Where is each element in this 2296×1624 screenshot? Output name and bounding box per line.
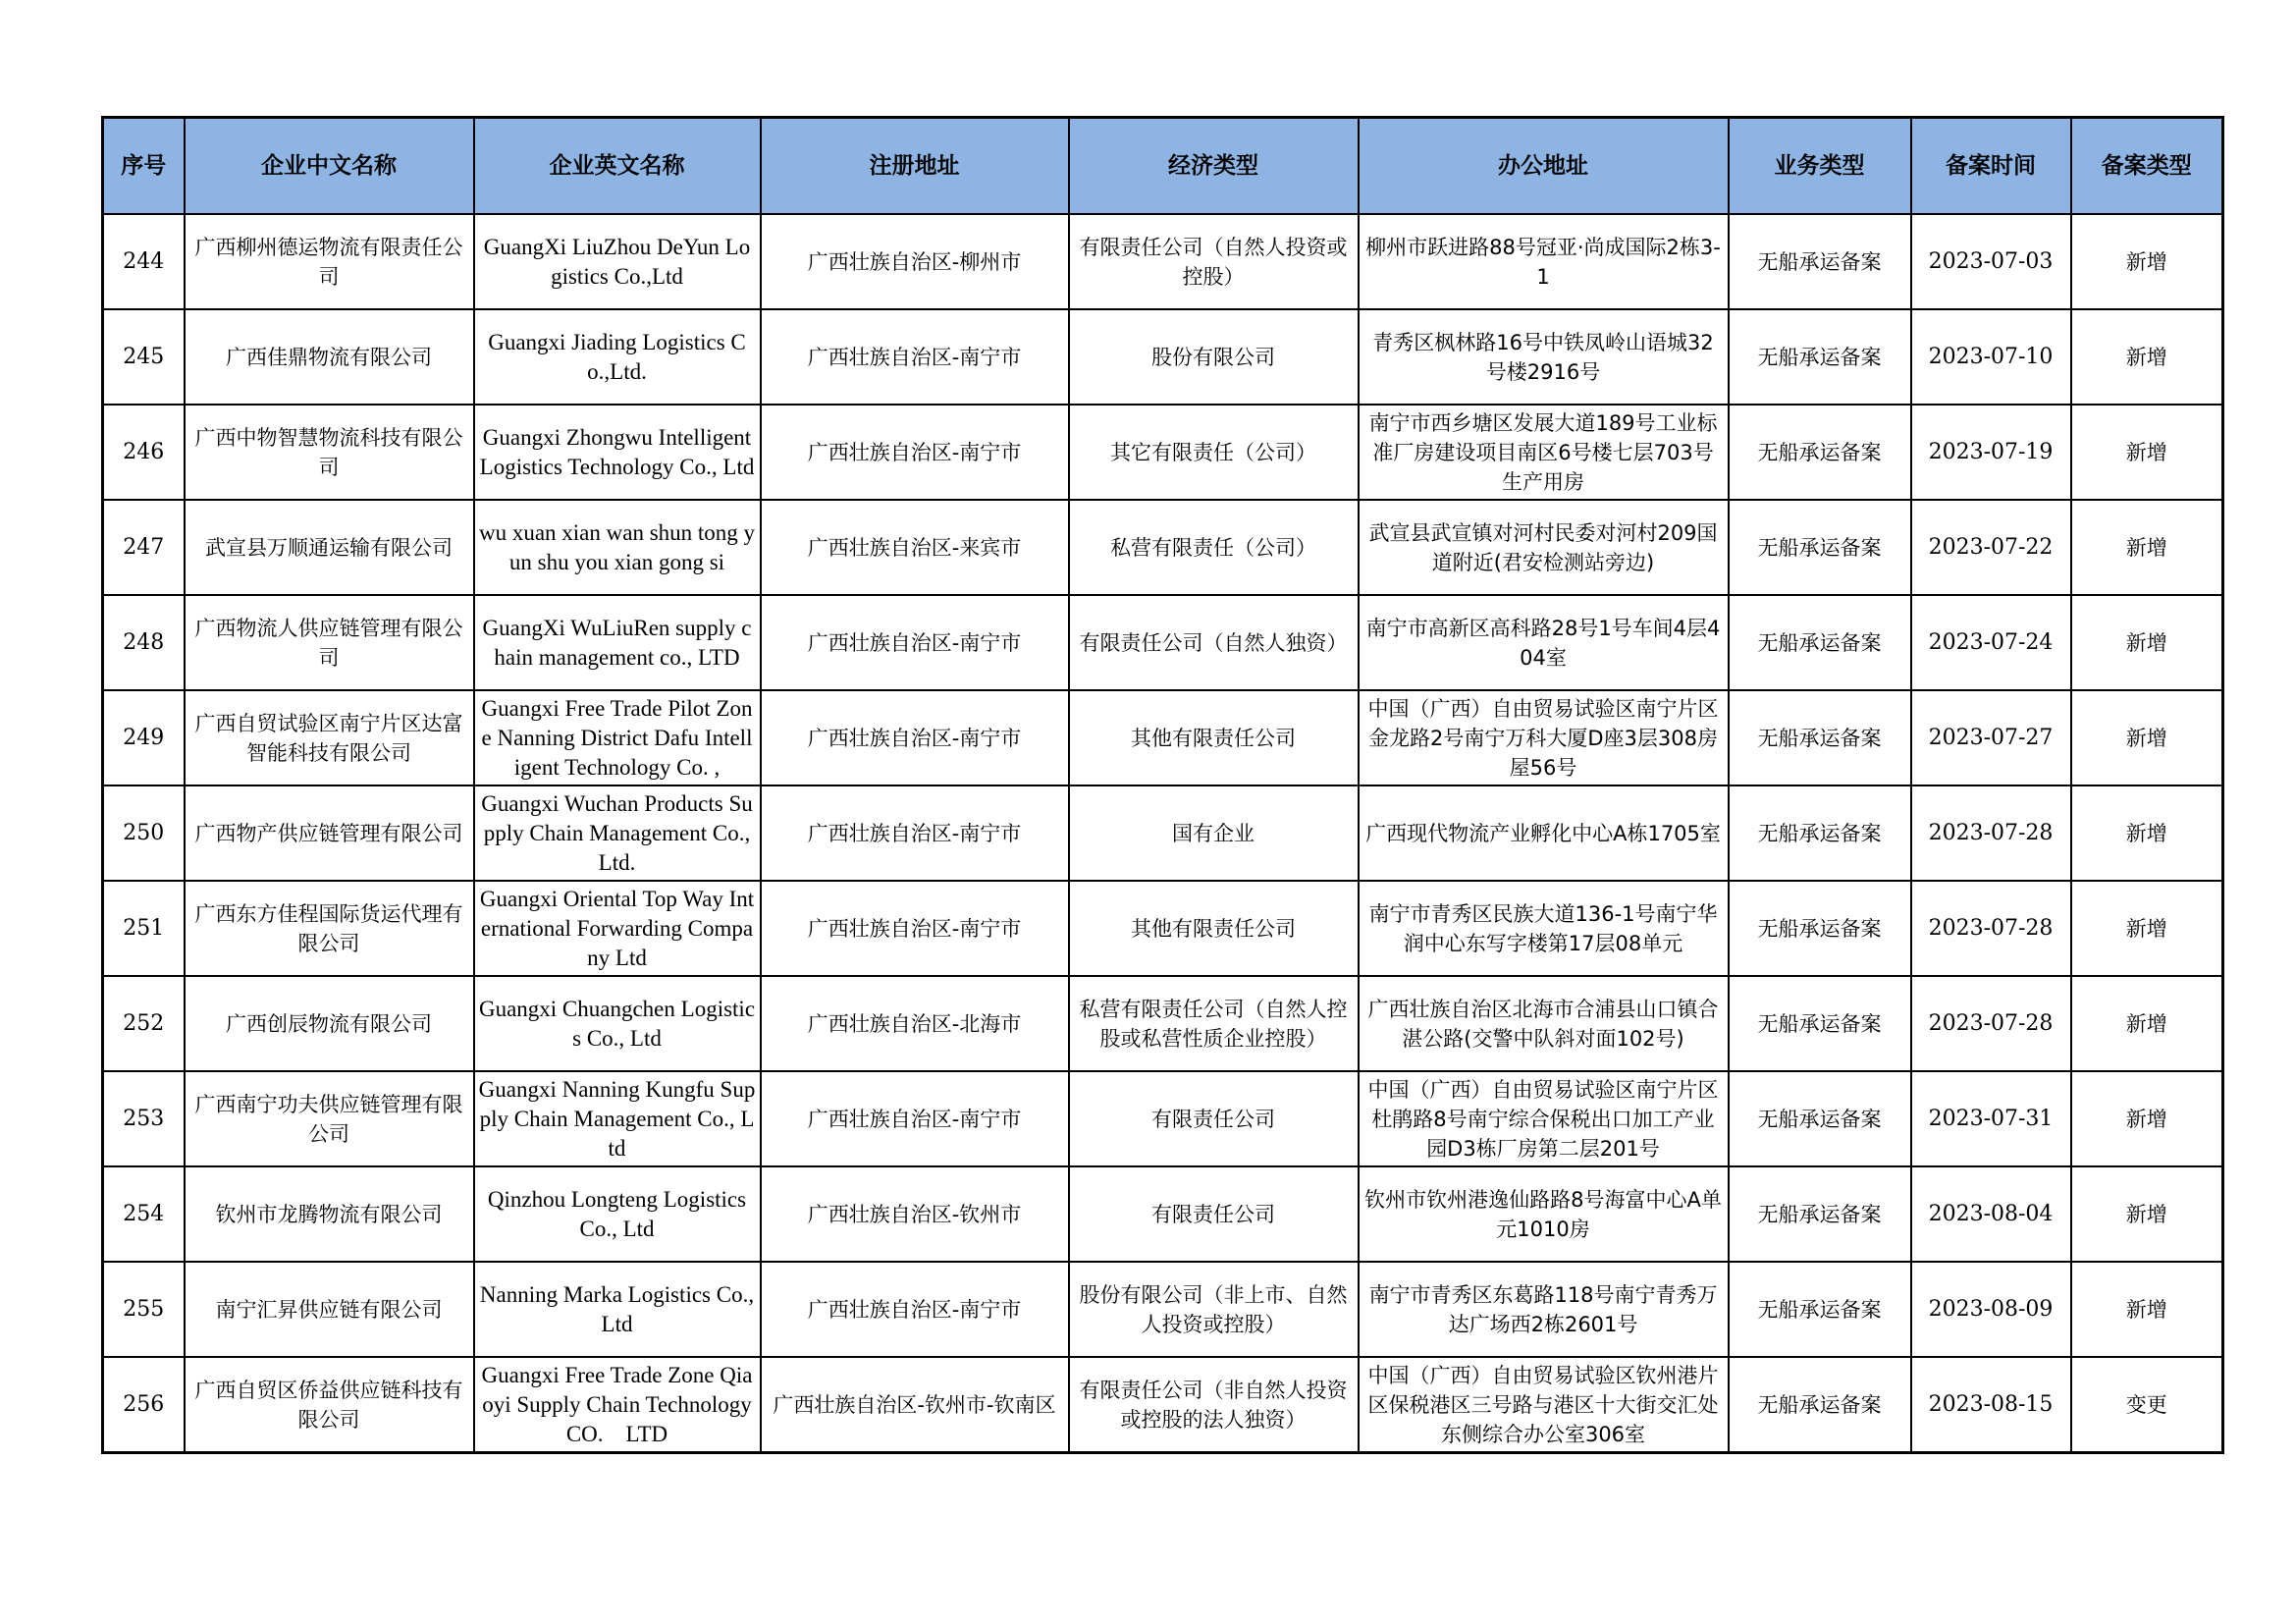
office-address-cell: 广西壮族自治区北海市合浦县山口镇合湛公路(交警中队斜对面102号) xyxy=(1359,976,1729,1071)
business-type-cell: 无船承运备案 xyxy=(1729,881,1911,976)
filing-date-cell: 2023-08-15 xyxy=(1911,1357,2071,1453)
filing-date-cell: 2023-07-28 xyxy=(1911,785,2071,881)
filing-type-cell: 新增 xyxy=(2071,1262,2223,1357)
col-header-business-type: 业务类型 xyxy=(1729,118,1911,215)
reg-address-cell: 广西壮族自治区-北海市 xyxy=(761,976,1069,1071)
en-name-cell: GuangXi WuLiuRen supply chain management co., LTD xyxy=(474,595,761,690)
reg-address-cell: 广西壮族自治区-柳州市 xyxy=(761,214,1069,309)
table-row xyxy=(103,1357,2223,1453)
econ-type-cell: 其它有限责任（公司） xyxy=(1069,405,1359,500)
filing-date-cell: 2023-07-03 xyxy=(1911,214,2071,309)
business-type-cell: 无船承运备案 xyxy=(1729,785,1911,881)
econ-type-cell: 国有企业 xyxy=(1069,785,1359,881)
econ-type-cell: 有限责任公司（自然人投资或控股） xyxy=(1069,214,1359,309)
filing-date-cell: 2023-07-28 xyxy=(1911,881,2071,976)
reg-address-cell: 广西壮族自治区-南宁市 xyxy=(761,690,1069,785)
reg-address-cell: 广西壮族自治区-南宁市 xyxy=(761,1071,1069,1166)
col-header-office-address: 办公地址 xyxy=(1359,118,1729,215)
cn-name-cell: 广西创辰物流有限公司 xyxy=(185,976,474,1071)
en-name-cell: Guangxi Wuchan Products Supply Chain Management Co.,Ltd. xyxy=(474,785,761,881)
table-row xyxy=(103,405,2223,500)
index-cell: 247 xyxy=(103,500,185,595)
filing-type-cell: 新增 xyxy=(2071,500,2223,595)
table-row xyxy=(103,595,2223,690)
reg-address-cell: 广西壮族自治区-南宁市 xyxy=(761,1262,1069,1357)
table-row xyxy=(103,1166,2223,1262)
cn-name-cell: 广西东方佳程国际货运代理有限公司 xyxy=(185,881,474,976)
reg-address-cell: 广西壮族自治区-南宁市 xyxy=(761,309,1069,405)
office-address-cell: 南宁市青秀区民族大道136-1号南宁华润中心东写字楼第17层08单元 xyxy=(1359,881,1729,976)
filing-date-cell: 2023-07-31 xyxy=(1911,1071,2071,1166)
en-name-cell: Guangxi Jiading Logistics Co.,Ltd. xyxy=(474,309,761,405)
index-cell: 249 xyxy=(103,690,185,785)
en-name-cell: Guangxi Oriental Top Way International Forwarding Company Ltd xyxy=(474,881,761,976)
filing-type-cell: 变更 xyxy=(2071,1357,2223,1453)
office-address-cell: 南宁市青秀区东葛路118号南宁青秀万达广场西2栋2601号 xyxy=(1359,1262,1729,1357)
business-type-cell: 无船承运备案 xyxy=(1729,1262,1911,1357)
filing-type-cell: 新增 xyxy=(2071,214,2223,309)
cn-name-cell: 广西物流人供应链管理有限公司 xyxy=(185,595,474,690)
filing-table xyxy=(101,116,2224,1454)
index-cell: 252 xyxy=(103,976,185,1071)
cn-name-cell: 广西中物智慧物流科技有限公司 xyxy=(185,405,474,500)
reg-address-cell: 广西壮族自治区-钦州市 xyxy=(761,1166,1069,1262)
col-header-index: 序号 xyxy=(103,118,185,215)
office-address-cell: 中国（广西）自由贸易试验区钦州港片区保税港区三号路与港区十大街交汇处东侧综合办公室306室 xyxy=(1359,1357,1729,1453)
table-row xyxy=(103,976,2223,1071)
filing-type-cell: 新增 xyxy=(2071,405,2223,500)
table-row xyxy=(103,881,2223,976)
business-type-cell: 无船承运备案 xyxy=(1729,309,1911,405)
en-name-cell: Guangxi Nanning Kungfu Supply Chain Management Co., Ltd xyxy=(474,1071,761,1166)
econ-type-cell: 股份有限公司（非上市、自然人投资或控股） xyxy=(1069,1262,1359,1357)
table-row xyxy=(103,500,2223,595)
cn-name-cell: 钦州市龙腾物流有限公司 xyxy=(185,1166,474,1262)
office-address-cell: 南宁市西乡塘区发展大道189号工业标准厂房建设项目南区6号楼七层703号生产用房 xyxy=(1359,405,1729,500)
en-name-cell: Guangxi Free Trade Zone Qiaoyi Supply Chain Technology CO. LTD xyxy=(474,1357,761,1453)
cn-name-cell: 广西自贸区侨益供应链科技有限公司 xyxy=(185,1357,474,1453)
reg-address-cell: 广西壮族自治区-南宁市 xyxy=(761,405,1069,500)
business-type-cell: 无船承运备案 xyxy=(1729,214,1911,309)
index-cell: 244 xyxy=(103,214,185,309)
cn-name-cell: 广西物产供应链管理有限公司 xyxy=(185,785,474,881)
filing-date-cell: 2023-07-28 xyxy=(1911,976,2071,1071)
filing-type-cell: 新增 xyxy=(2071,881,2223,976)
en-name-cell: Guangxi Free Trade Pilot Zone Nanning District Dafu Intelligent Technology Co. , xyxy=(474,690,761,785)
filing-type-cell: 新增 xyxy=(2071,690,2223,785)
cn-name-cell: 南宁汇昇供应链有限公司 xyxy=(185,1262,474,1357)
col-header-en-name: 企业英文名称 xyxy=(474,118,761,215)
filing-type-cell: 新增 xyxy=(2071,595,2223,690)
filing-date-cell: 2023-07-27 xyxy=(1911,690,2071,785)
en-name-cell: Qinzhou Longteng Logistics Co., Ltd xyxy=(474,1166,761,1262)
index-cell: 248 xyxy=(103,595,185,690)
table-row xyxy=(103,785,2223,881)
index-cell: 253 xyxy=(103,1071,185,1166)
office-address-cell: 中国（广西）自由贸易试验区南宁片区杜鹃路8号南宁综合保税出口加工产业园D3栋厂房第二层201号 xyxy=(1359,1071,1729,1166)
econ-type-cell: 有限责任公司 xyxy=(1069,1166,1359,1262)
econ-type-cell: 其他有限责任公司 xyxy=(1069,690,1359,785)
cn-name-cell: 广西自贸试验区南宁片区达富智能科技有限公司 xyxy=(185,690,474,785)
econ-type-cell: 有限责任公司 xyxy=(1069,1071,1359,1166)
office-address-cell: 柳州市跃进路88号冠亚·尚成国际2栋3-1 xyxy=(1359,214,1729,309)
index-cell: 255 xyxy=(103,1262,185,1357)
filing-type-cell: 新增 xyxy=(2071,976,2223,1071)
reg-address-cell: 广西壮族自治区-南宁市 xyxy=(761,881,1069,976)
office-address-cell: 钦州市钦州港逸仙路路8号海富中心A单元1010房 xyxy=(1359,1166,1729,1262)
index-cell: 246 xyxy=(103,405,185,500)
filing-date-cell: 2023-07-24 xyxy=(1911,595,2071,690)
reg-address-cell: 广西壮族自治区-来宾市 xyxy=(761,500,1069,595)
econ-type-cell: 私营有限责任（公司） xyxy=(1069,500,1359,595)
col-header-cn-name: 企业中文名称 xyxy=(185,118,474,215)
econ-type-cell: 股份有限公司 xyxy=(1069,309,1359,405)
header-row xyxy=(103,118,2223,215)
filing-date-cell: 2023-08-09 xyxy=(1911,1262,2071,1357)
index-cell: 251 xyxy=(103,881,185,976)
table-row xyxy=(103,214,2223,309)
index-cell: 256 xyxy=(103,1357,185,1453)
reg-address-cell: 广西壮族自治区-南宁市 xyxy=(761,595,1069,690)
index-cell: 250 xyxy=(103,785,185,881)
filing-type-cell: 新增 xyxy=(2071,1071,2223,1166)
en-name-cell: wu xuan xian wan shun tong yun shu you xian gong si xyxy=(474,500,761,595)
col-header-reg-address: 注册地址 xyxy=(761,118,1069,215)
econ-type-cell: 私营有限责任公司（自然人控股或私营性质企业控股） xyxy=(1069,976,1359,1071)
index-cell: 254 xyxy=(103,1166,185,1262)
cn-name-cell: 武宣县万顺通运输有限公司 xyxy=(185,500,474,595)
filing-date-cell: 2023-07-22 xyxy=(1911,500,2071,595)
table-row xyxy=(103,690,2223,785)
econ-type-cell: 有限责任公司（非自然人投资或控股的法人独资） xyxy=(1069,1357,1359,1453)
business-type-cell: 无船承运备案 xyxy=(1729,976,1911,1071)
table-row xyxy=(103,1071,2223,1166)
table-row xyxy=(103,309,2223,405)
col-header-filing-date: 备案时间 xyxy=(1911,118,2071,215)
office-address-cell: 武宣县武宣镇对河村民委对河村209国道附近(君安检测站旁边) xyxy=(1359,500,1729,595)
reg-address-cell: 广西壮族自治区-南宁市 xyxy=(761,785,1069,881)
office-address-cell: 中国（广西）自由贸易试验区南宁片区金龙路2号南宁万科大厦D座3层308房屋56号 xyxy=(1359,690,1729,785)
business-type-cell: 无船承运备案 xyxy=(1729,1357,1911,1453)
en-name-cell: Guangxi Chuangchen Logistics Co., Ltd xyxy=(474,976,761,1071)
cn-name-cell: 广西南宁功夫供应链管理有限公司 xyxy=(185,1071,474,1166)
index-cell: 245 xyxy=(103,309,185,405)
en-name-cell: Nanning Marka Logistics Co.,Ltd xyxy=(474,1262,761,1357)
en-name-cell: GuangXi LiuZhou DeYun Logistics Co.,Ltd xyxy=(474,214,761,309)
filing-date-cell: 2023-07-19 xyxy=(1911,405,2071,500)
business-type-cell: 无船承运备案 xyxy=(1729,500,1911,595)
econ-type-cell: 有限责任公司（自然人独资） xyxy=(1069,595,1359,690)
filing-type-cell: 新增 xyxy=(2071,309,2223,405)
filing-date-cell: 2023-07-10 xyxy=(1911,309,2071,405)
business-type-cell: 无船承运备案 xyxy=(1729,690,1911,785)
cn-name-cell: 广西佳鼎物流有限公司 xyxy=(185,309,474,405)
col-header-filing-type: 备案类型 xyxy=(2071,118,2223,215)
business-type-cell: 无船承运备案 xyxy=(1729,1166,1911,1262)
reg-address-cell: 广西壮族自治区-钦州市-钦南区 xyxy=(761,1357,1069,1453)
office-address-cell: 青秀区枫林路16号中铁凤岭山语城32号楼2916号 xyxy=(1359,309,1729,405)
en-name-cell: Guangxi Zhongwu Intelligent Logistics Technology Co., Ltd xyxy=(474,405,761,500)
business-type-cell: 无船承运备案 xyxy=(1729,595,1911,690)
business-type-cell: 无船承运备案 xyxy=(1729,405,1911,500)
office-address-cell: 南宁市高新区高科路28号1号车间4层404室 xyxy=(1359,595,1729,690)
office-address-cell: 广西现代物流产业孵化中心A栋1705室 xyxy=(1359,785,1729,881)
filing-type-cell: 新增 xyxy=(2071,785,2223,881)
col-header-econ-type: 经济类型 xyxy=(1069,118,1359,215)
business-type-cell: 无船承运备案 xyxy=(1729,1071,1911,1166)
filing-date-cell: 2023-08-04 xyxy=(1911,1166,2071,1262)
filing-type-cell: 新增 xyxy=(2071,1166,2223,1262)
econ-type-cell: 其他有限责任公司 xyxy=(1069,881,1359,976)
table-row xyxy=(103,1262,2223,1357)
cn-name-cell: 广西柳州德运物流有限责任公司 xyxy=(185,214,474,309)
